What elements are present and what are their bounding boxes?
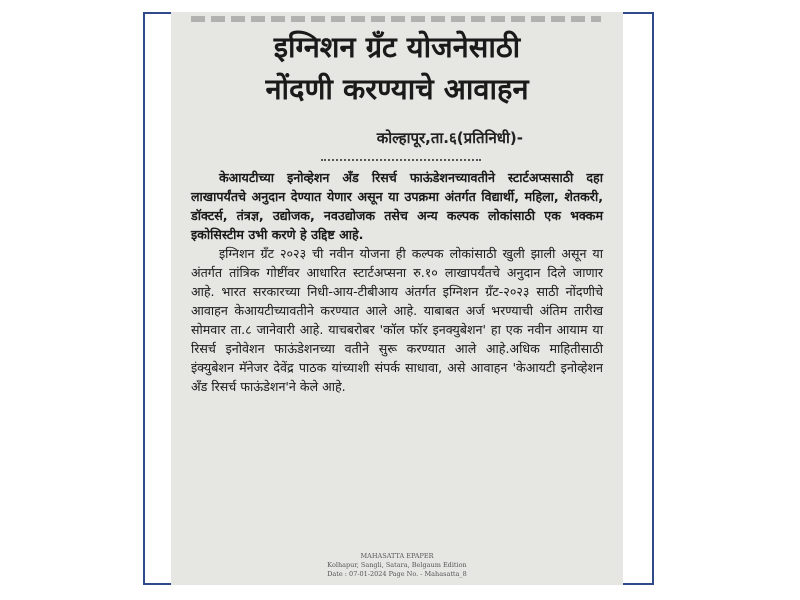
article-body [191,168,603,396]
headline-line-1: इग्निशन ग्रँट योजनेसाठी [273,30,521,64]
headline-line-2: नोंदणी करण्याचे आवाहन [265,72,529,106]
dateline: कोल्हापूर,ता.६(प्रतिनिधी)- [376,129,523,147]
paragraph-2: इग्निशन ग्रँट २०२३ ची नवीन योजना ही कल्पक लोकांसाठी खुली झाली असून या अंतर्गत तांत्रिक गोष्टींवर आधारित स्टार्टअप्सना रु.१० लाखापर्यंतचे अनुदान दिले जाणार आहे. भारत सरकारच्या निधी-आय-टीबीआय अंतर्गत इग्निशन ग्रँट-२०२३ साठी नोंदणीचे आवाहन केआयटीच्यावतीने करण्यात आले आहे. याबाबत अर्ज भरण्याची अंतिम तारीख सोमवार ता.८ जानेवारी आहे. याचबरोबर 'कॉल फॉर इनक्युबेशन' हा एक नवीन आयाम या रिसर्च इनोवेशन फाऊंडेशनच्या वतीने सुरू करण्यात आले आहे.अधिक माहितीसाठी इंक्युबेशन मॅनेजर देवेंद्र पाठक यांच्याशी संपर्क साधावा, असे आवाहन 'केआयटी इनोव्हेशन अँड रिसर्च फाऊंडेशन'ने केले आहे. [191,246,603,394]
footer-edition: Kolhapur, Sangli, Satara, Belgaum Edition [327,561,467,569]
dotted-separator [321,159,481,161]
footer-publication: MAHASATTA EPAPER [360,552,434,560]
paragraph-1: केआयटीच्या इनोव्हेशन अँड रिसर्च फाऊंडेशनच्यावतीने स्टार्टअप्ससाठी दहा लाखापर्यंतचे अनुदान देण्यात येणार असून या उपक्रमा अंतर्गत विद्यार्थी, महिला, शेतकरी, डॉक्टर्स, तंत्रज्ञ, उद्योजक, नवउद्योजक तसेच अन्य कल्पक लोकांसाठी एक भक्कम इकोसिस्टीम उभी करणे हे उद्दिष्ट आहे. [191,170,603,242]
footer-date-page: Date : 07-01-2024 Page No. - Mahasatta_8 [327,570,467,578]
cropped-text-strip [191,16,601,22]
headline [171,26,623,110]
epaper-footer [171,552,623,579]
newspaper-clipping [171,12,623,585]
